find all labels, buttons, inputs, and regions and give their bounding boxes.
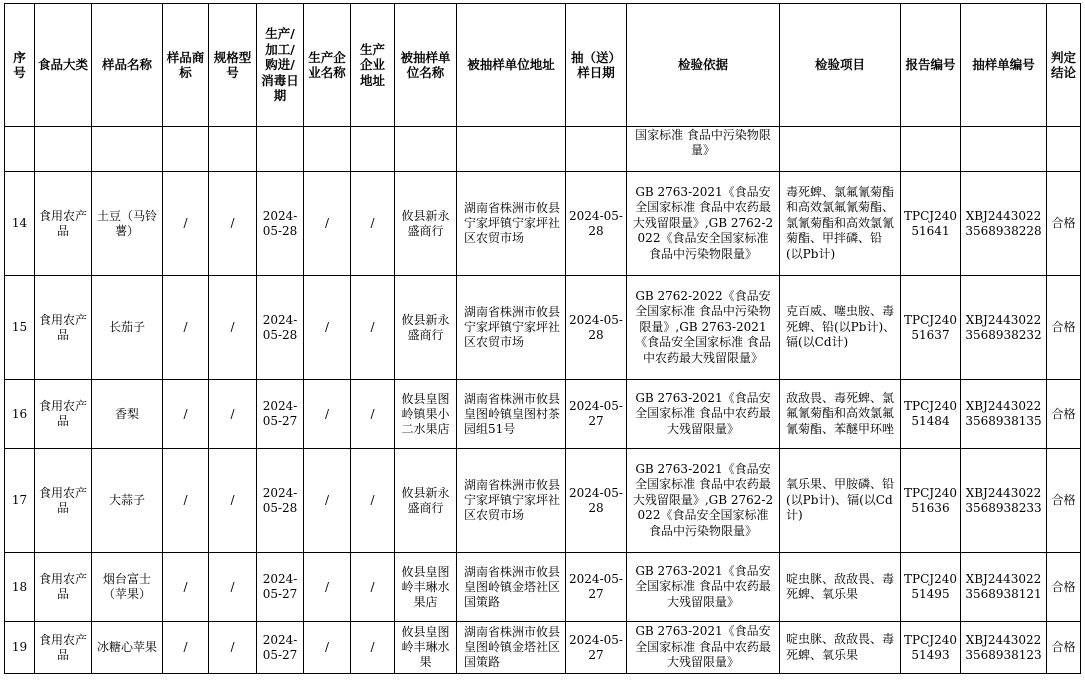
cell-result: 合格	[1047, 172, 1081, 276]
header-report-no: 报告编号	[901, 4, 961, 127]
cell-sampling-date: 2024-05-27	[566, 380, 627, 449]
cell-sampling-date: 2024-05-28	[566, 172, 627, 276]
cell-sampled-unit: 攸县新永盛商行	[395, 172, 457, 276]
cell-production-date: 2024-05-27	[257, 380, 304, 449]
cell-spec: /	[209, 276, 257, 380]
cell-result: 合格	[1047, 553, 1081, 622]
cell-category: 食用农产品	[35, 553, 92, 622]
cell-maker: /	[304, 553, 351, 622]
cell-brand: /	[163, 553, 209, 622]
header-sheet-no: 抽样单编号	[961, 4, 1047, 127]
cell-report-no: TPCJ24051495	[901, 553, 961, 622]
cell-items: 克百威、噻虫胺、毒死蜱、铅(以Pb计)、镉(以Cd计)	[780, 276, 901, 380]
header-maker-address: 生产企业地址	[351, 4, 395, 127]
cell-no: 18	[5, 553, 35, 622]
cell-result: 合格	[1047, 622, 1081, 674]
cell-spec: /	[209, 553, 257, 622]
cell-items: 啶虫脒、敌敌畏、毒死蜱、氧乐果	[780, 622, 901, 674]
cell-sampled-unit-address: 湖南省株洲市攸县皇图岭镇金塔社区国策路	[457, 622, 566, 674]
cell-maker-address: /	[351, 622, 395, 674]
cell-no: 16	[5, 380, 35, 449]
header-maker: 生产企业名称	[304, 4, 351, 127]
cell-maker-address: /	[351, 276, 395, 380]
header-result: 判定结论	[1047, 4, 1081, 127]
cell-sheet-no: XBJ24430223568938135	[961, 380, 1047, 449]
cell-sampled-unit-address: 湖南省株洲市攸县宁家坪镇宁家坪社区农贸市场	[457, 276, 566, 380]
cell-sample-name: 长茄子	[92, 276, 163, 380]
cell-sample-name: 土豆（马铃薯）	[92, 172, 163, 276]
cell-report-no: TPCJ24051641	[901, 172, 961, 276]
cell-report-no: TPCJ24051636	[901, 449, 961, 553]
cell-sampled-unit-address: 湖南省株洲市攸县宁家坪镇宁家坪社区农贸市场	[457, 172, 566, 276]
cell-sheet-no: XBJ24430223568938121	[961, 553, 1047, 622]
cell-basis: GB 2763-2021《食品安全国家标准 食品中农药最大残留限量》	[627, 553, 780, 622]
cell-sampled-unit: 攸县皇图岭丰琳水果店	[395, 553, 457, 622]
cell-category: 食用农产品	[35, 449, 92, 553]
cell-category: 食用农产品	[35, 622, 92, 674]
cell-no: 14	[5, 172, 35, 276]
cell-sampling-date: 2024-05-28	[566, 276, 627, 380]
header-production-date: 生产/加工/购进/消毒日期	[257, 4, 304, 127]
cell-basis: GB 2763-2021《食品安全国家标准 食品中农药最大残留限量》	[627, 380, 780, 449]
cell-sampled-unit-address: 湖南省株洲市攸县皇图岭镇皇图村茶园组51号	[457, 380, 566, 449]
cell-brand: /	[163, 172, 209, 276]
cell-maker-address: /	[351, 449, 395, 553]
cell-maker-address: /	[351, 172, 395, 276]
cell-basis: 国家标准 食品中污染物限量》	[627, 127, 780, 172]
cell-maker-address: /	[351, 380, 395, 449]
cell-basis: GB 2763-2021《食品安全国家标准 食品中农药最大残留限量》,GB 2762-2022《食品安全国家标准 食品中污染物限量》	[627, 172, 780, 276]
cell-spec: /	[209, 380, 257, 449]
cell-result: 合格	[1047, 380, 1081, 449]
cell-sample-name: 烟台富士（苹果）	[92, 553, 163, 622]
cell-sampling-date: 2024-05-27	[566, 553, 627, 622]
cell-sheet-no: XBJ24430223568938233	[961, 449, 1047, 553]
cell-sheet-no: XBJ24430223568938123	[961, 622, 1047, 674]
cell-maker: /	[304, 449, 351, 553]
cell-sheet-no: XBJ24430223568938232	[961, 276, 1047, 380]
cell-basis: GB 2762-2022《食品安全国家标准 食品中污染物限量》,GB 2763-2021《食品安全国家标准 食品中农药最大残留限量》	[627, 276, 780, 380]
cell-brand: /	[163, 380, 209, 449]
cell-category: 食用农产品	[35, 276, 92, 380]
header-sampling-date: 抽（送）样日期	[566, 4, 627, 127]
cell-sampled-unit: 攸县新永盛商行	[395, 276, 457, 380]
cell-result: 合格	[1047, 276, 1081, 380]
cell-result: 合格	[1047, 449, 1081, 553]
cell-basis: GB 2763-2021《食品安全国家标准 食品中农药最大残留限量》	[627, 622, 780, 674]
table-row	[5, 622, 1081, 674]
cell-sample-name: 大蒜子	[92, 449, 163, 553]
cell-items: 敌敌畏、毒死蜱、氯氟氰菊酯和高效氯氟氰菊酯、苯醚甲环唑	[780, 380, 901, 449]
cell-report-no: TPCJ24051484	[901, 380, 961, 449]
header-row	[5, 4, 1081, 127]
cell-report-no: TPCJ24051637	[901, 276, 961, 380]
table-row	[5, 172, 1081, 276]
cell-spec: /	[209, 449, 257, 553]
cell-production-date: 2024-05-28	[257, 449, 304, 553]
table-row	[5, 553, 1081, 622]
header-brand: 样品商标	[163, 4, 209, 127]
cell-spec: /	[209, 622, 257, 674]
cell-maker: /	[304, 276, 351, 380]
header-no: 序号	[5, 4, 35, 127]
cell-production-date: 2024-05-28	[257, 172, 304, 276]
cell-sampling-date: 2024-05-27	[566, 622, 627, 674]
cell-sample-name: 香梨	[92, 380, 163, 449]
cell-brand: /	[163, 449, 209, 553]
table-row-partial	[5, 127, 1081, 172]
table-body	[5, 127, 1081, 674]
cell-production-date: 2024-05-27	[257, 553, 304, 622]
header-spec: 规格型号	[209, 4, 257, 127]
cell-sampled-unit-address: 湖南省株洲市攸县皇图岭镇金塔社区国策路	[457, 553, 566, 622]
cell-brand: /	[163, 622, 209, 674]
cell-sampled-unit: 攸县皇图岭镇果小二水果店	[395, 380, 457, 449]
cell-category: 食用农产品	[35, 172, 92, 276]
table-row	[5, 276, 1081, 380]
cell-spec: /	[209, 172, 257, 276]
header-sampled-unit-address: 被抽样单位地址	[457, 4, 566, 127]
inspection-results-sheet	[4, 3, 1080, 674]
table-row	[5, 449, 1081, 553]
cell-no: 15	[5, 276, 35, 380]
cell-items: 氧乐果、甲胺磷、铅(以Pb计)、镉(以Cd计)	[780, 449, 901, 553]
table-row	[5, 380, 1081, 449]
cell-brand: /	[163, 276, 209, 380]
cell-items: 啶虫脒、敌敌畏、毒死蜱、氧乐果	[780, 553, 901, 622]
cell-production-date: 2024-05-27	[257, 622, 304, 674]
cell-basis: GB 2763-2021《食品安全国家标准 食品中农药最大残留限量》,GB 2762-2022《食品安全国家标准 食品中污染物限量》	[627, 449, 780, 553]
cell-no: 19	[5, 622, 35, 674]
cell-sampled-unit: 攸县皇图岭丰琳水果	[395, 622, 457, 674]
cell-maker: /	[304, 380, 351, 449]
cell-sampled-unit-address: 湖南省株洲市攸县宁家坪镇宁家坪社区农贸市场	[457, 449, 566, 553]
cell-maker: /	[304, 172, 351, 276]
cell-maker: /	[304, 622, 351, 674]
cell-sampled-unit: 攸县新永盛商行	[395, 449, 457, 553]
header-items: 检验项目	[780, 4, 901, 127]
cell-maker-address: /	[351, 553, 395, 622]
inspection-table	[4, 3, 1081, 674]
cell-sample-name: 冰糖心苹果	[92, 622, 163, 674]
cell-items: 毒死蜱、氯氟氰菊酯和高效氯氟氰菊酯、氯氰菊酯和高效氯氰菊酯、甲拌磷、铅(以Pb计)	[780, 172, 901, 276]
header-sampled-unit: 被抽样单位名称	[395, 4, 457, 127]
header-basis: 检验依据	[627, 4, 780, 127]
header-category: 食品大类	[35, 4, 92, 127]
header-sample-name: 样品名称	[92, 4, 163, 127]
cell-sheet-no: XBJ24430223568938228	[961, 172, 1047, 276]
cell-report-no: TPCJ24051493	[901, 622, 961, 674]
cell-sampling-date: 2024-05-28	[566, 449, 627, 553]
cell-category: 食用农产品	[35, 380, 92, 449]
cell-no: 17	[5, 449, 35, 553]
cell-production-date: 2024-05-28	[257, 276, 304, 380]
